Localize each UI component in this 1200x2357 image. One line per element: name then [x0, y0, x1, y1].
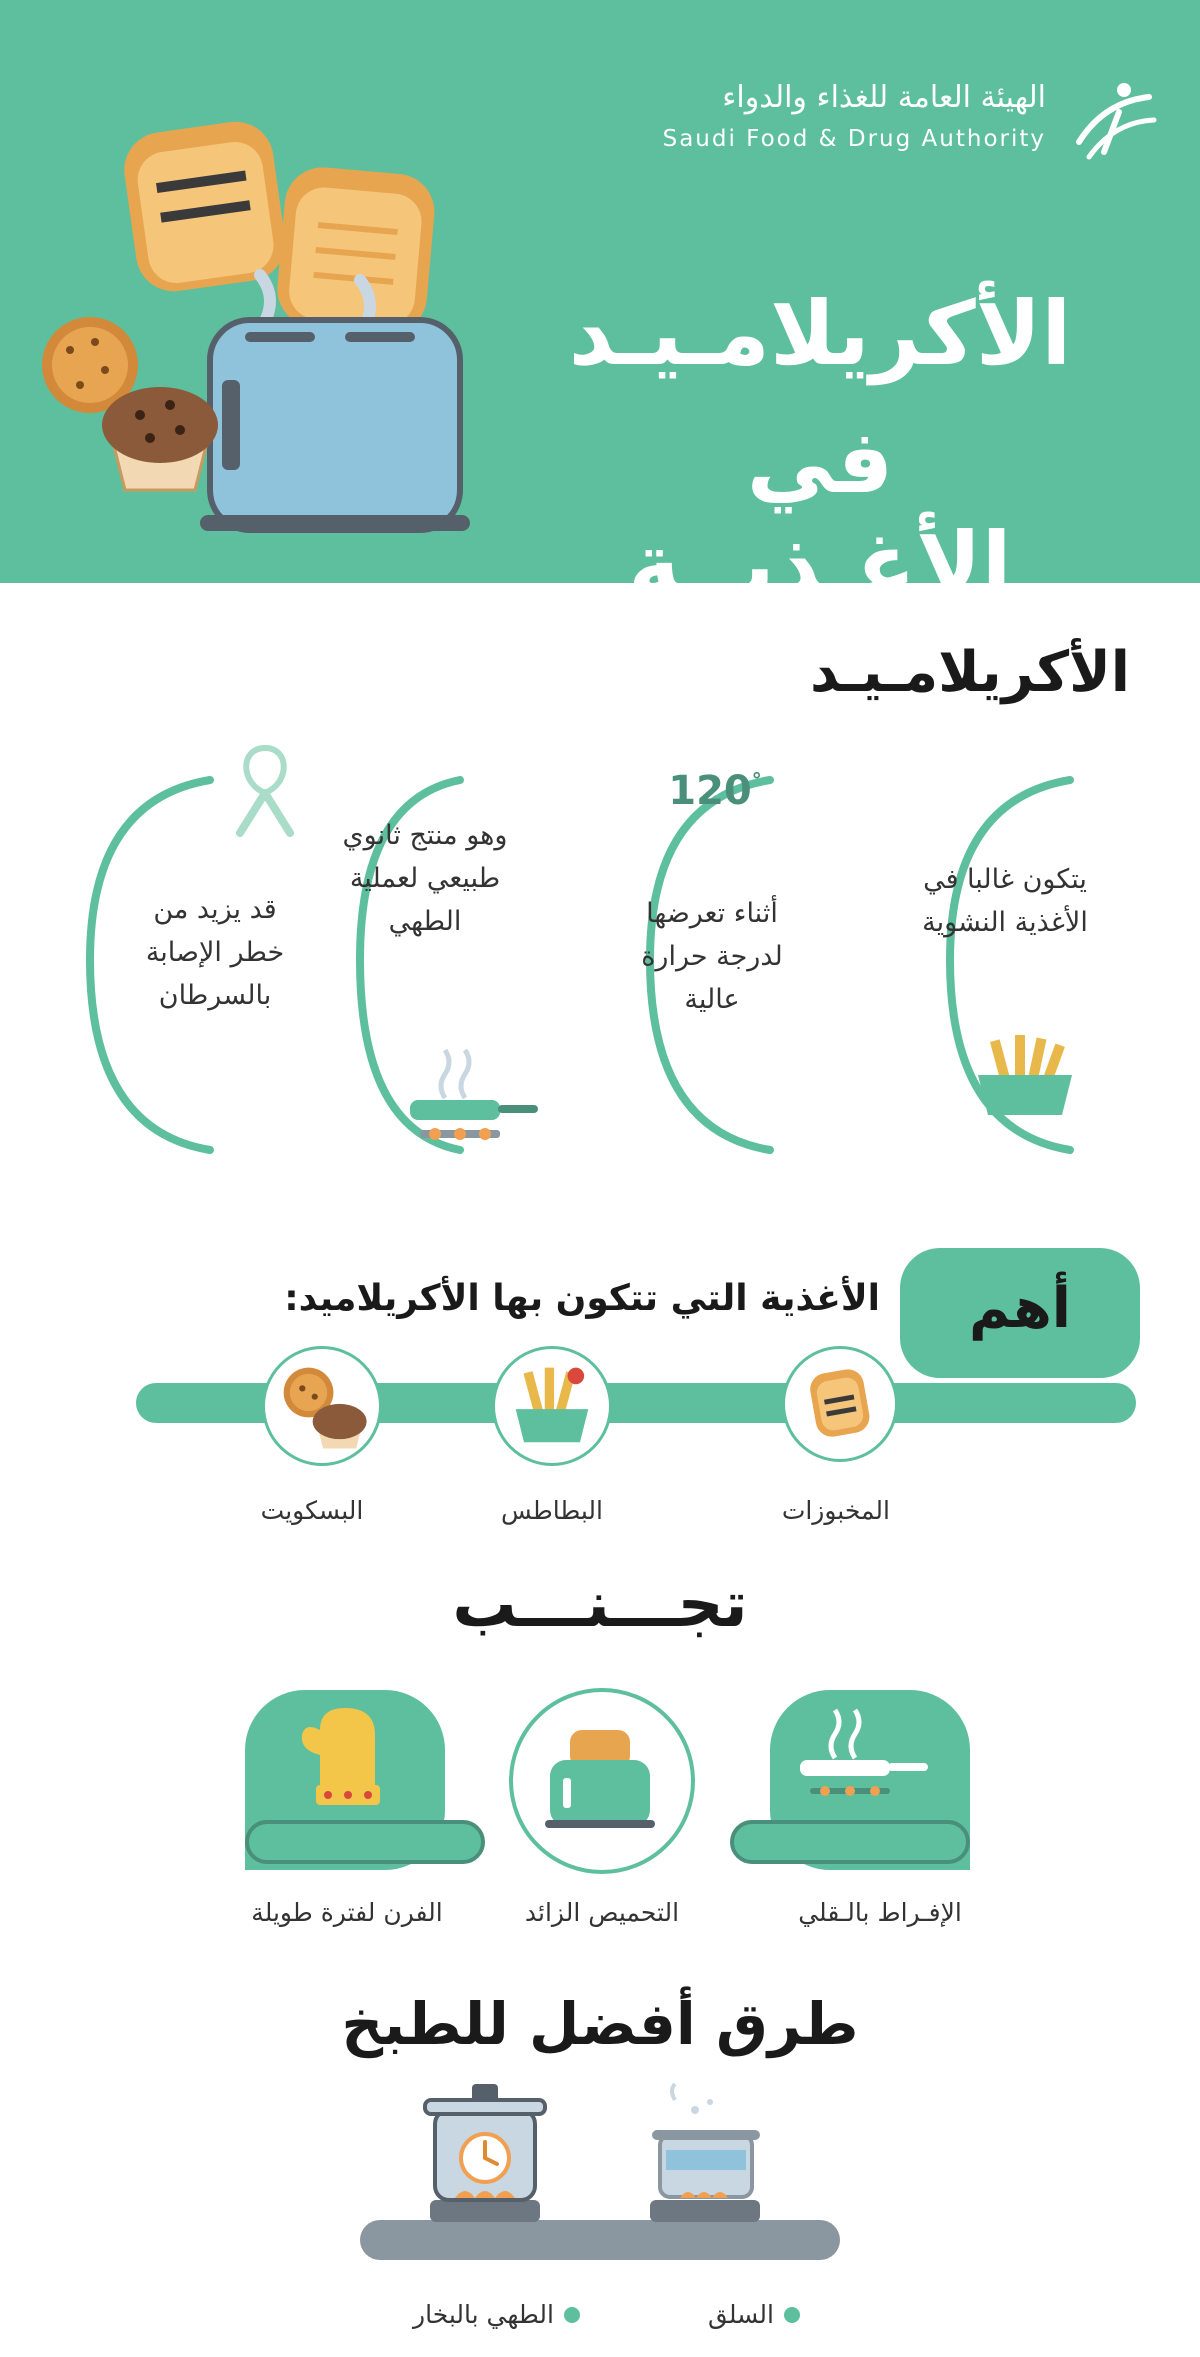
stove-illustration [360, 2080, 840, 2280]
method-label-steaming: الطهي بالبخار [413, 2300, 554, 2329]
method-item-steaming [413, 2300, 580, 2329]
avoid-label-frying: الإفـراط بالـقلي [798, 1898, 962, 1927]
avoid-card-frying-base [730, 1820, 970, 1864]
fries-icon [970, 1030, 1080, 1120]
method-item-boiling [708, 2300, 800, 2329]
sfda-logo [524, 72, 1164, 172]
logo-arabic-name: الهيئة العامة للغذاء والدواء [722, 80, 1046, 115]
methods-section-title: طرق أفضل للطبخ [341, 1990, 859, 2058]
toaster-icon [535, 1720, 665, 1840]
bullet-dot-icon [784, 2307, 800, 2323]
page-title-line1: الأكريلامـيـد [568, 282, 1072, 385]
frying-pan-icon [400, 1040, 540, 1150]
method-label-boiling: السلق [708, 2300, 774, 2329]
degree-symbol-icon: ° [751, 768, 762, 792]
cookies-icon [265, 1349, 379, 1463]
avoid-label-toasting: التحميص الزائد [524, 1898, 680, 1927]
ribbon-icon [220, 738, 310, 838]
foods-tab [900, 1248, 1140, 1378]
food-item-potatoes [492, 1346, 612, 1466]
fact-high-temperature: أثناء تعرضها لدرجة حرارة عالية [641, 898, 783, 1015]
fries-icon [495, 1349, 609, 1463]
avoid-label-oven: الفرن لفترة طويلة [251, 1898, 443, 1927]
temperature-label [650, 768, 780, 814]
avoid-card-oven-base [245, 1820, 485, 1864]
page-title-line2: في الأغـذيــة [628, 410, 1012, 616]
food-label-biscuits: البسكويت [260, 1496, 364, 1525]
food-item-bakery [782, 1346, 898, 1462]
temperature-value: 120 [668, 768, 752, 814]
fact-starchy-foods: يتكون غالبا في الأغذية النشوية [922, 864, 1088, 938]
foods-section-title: الأغذية التي تتكون بها الأكريلاميد: [284, 1278, 880, 1319]
acrylamide-section-title: الأكريلامـيـد [809, 640, 1130, 705]
toaster-illustration [30, 100, 510, 550]
food-label-potatoes: البطاطس [500, 1496, 603, 1525]
food-item-biscuits [262, 1346, 382, 1466]
sfda-emblem-icon [1064, 72, 1164, 172]
oven-mitt-icon [290, 1700, 410, 1820]
avoid-section-title: تجـــنـــب [452, 1568, 748, 1642]
fact-cooking-byproduct: وهو منتج ثانوي طبيعي لعملية الطهي [342, 820, 508, 937]
food-label-bakery: المخبوزات [781, 1496, 890, 1525]
toast-icon [785, 1349, 895, 1459]
bullet-dot-icon [564, 2307, 580, 2323]
fact-cancer-risk: قد يزيد من خطر الإصابة بالسرطان [145, 894, 285, 1011]
foods-tab-label: أهم [969, 1276, 1071, 1341]
logo-english-name: Saudi Food & Drug Authority [662, 126, 1046, 152]
frying-pan-icon [790, 1700, 930, 1810]
